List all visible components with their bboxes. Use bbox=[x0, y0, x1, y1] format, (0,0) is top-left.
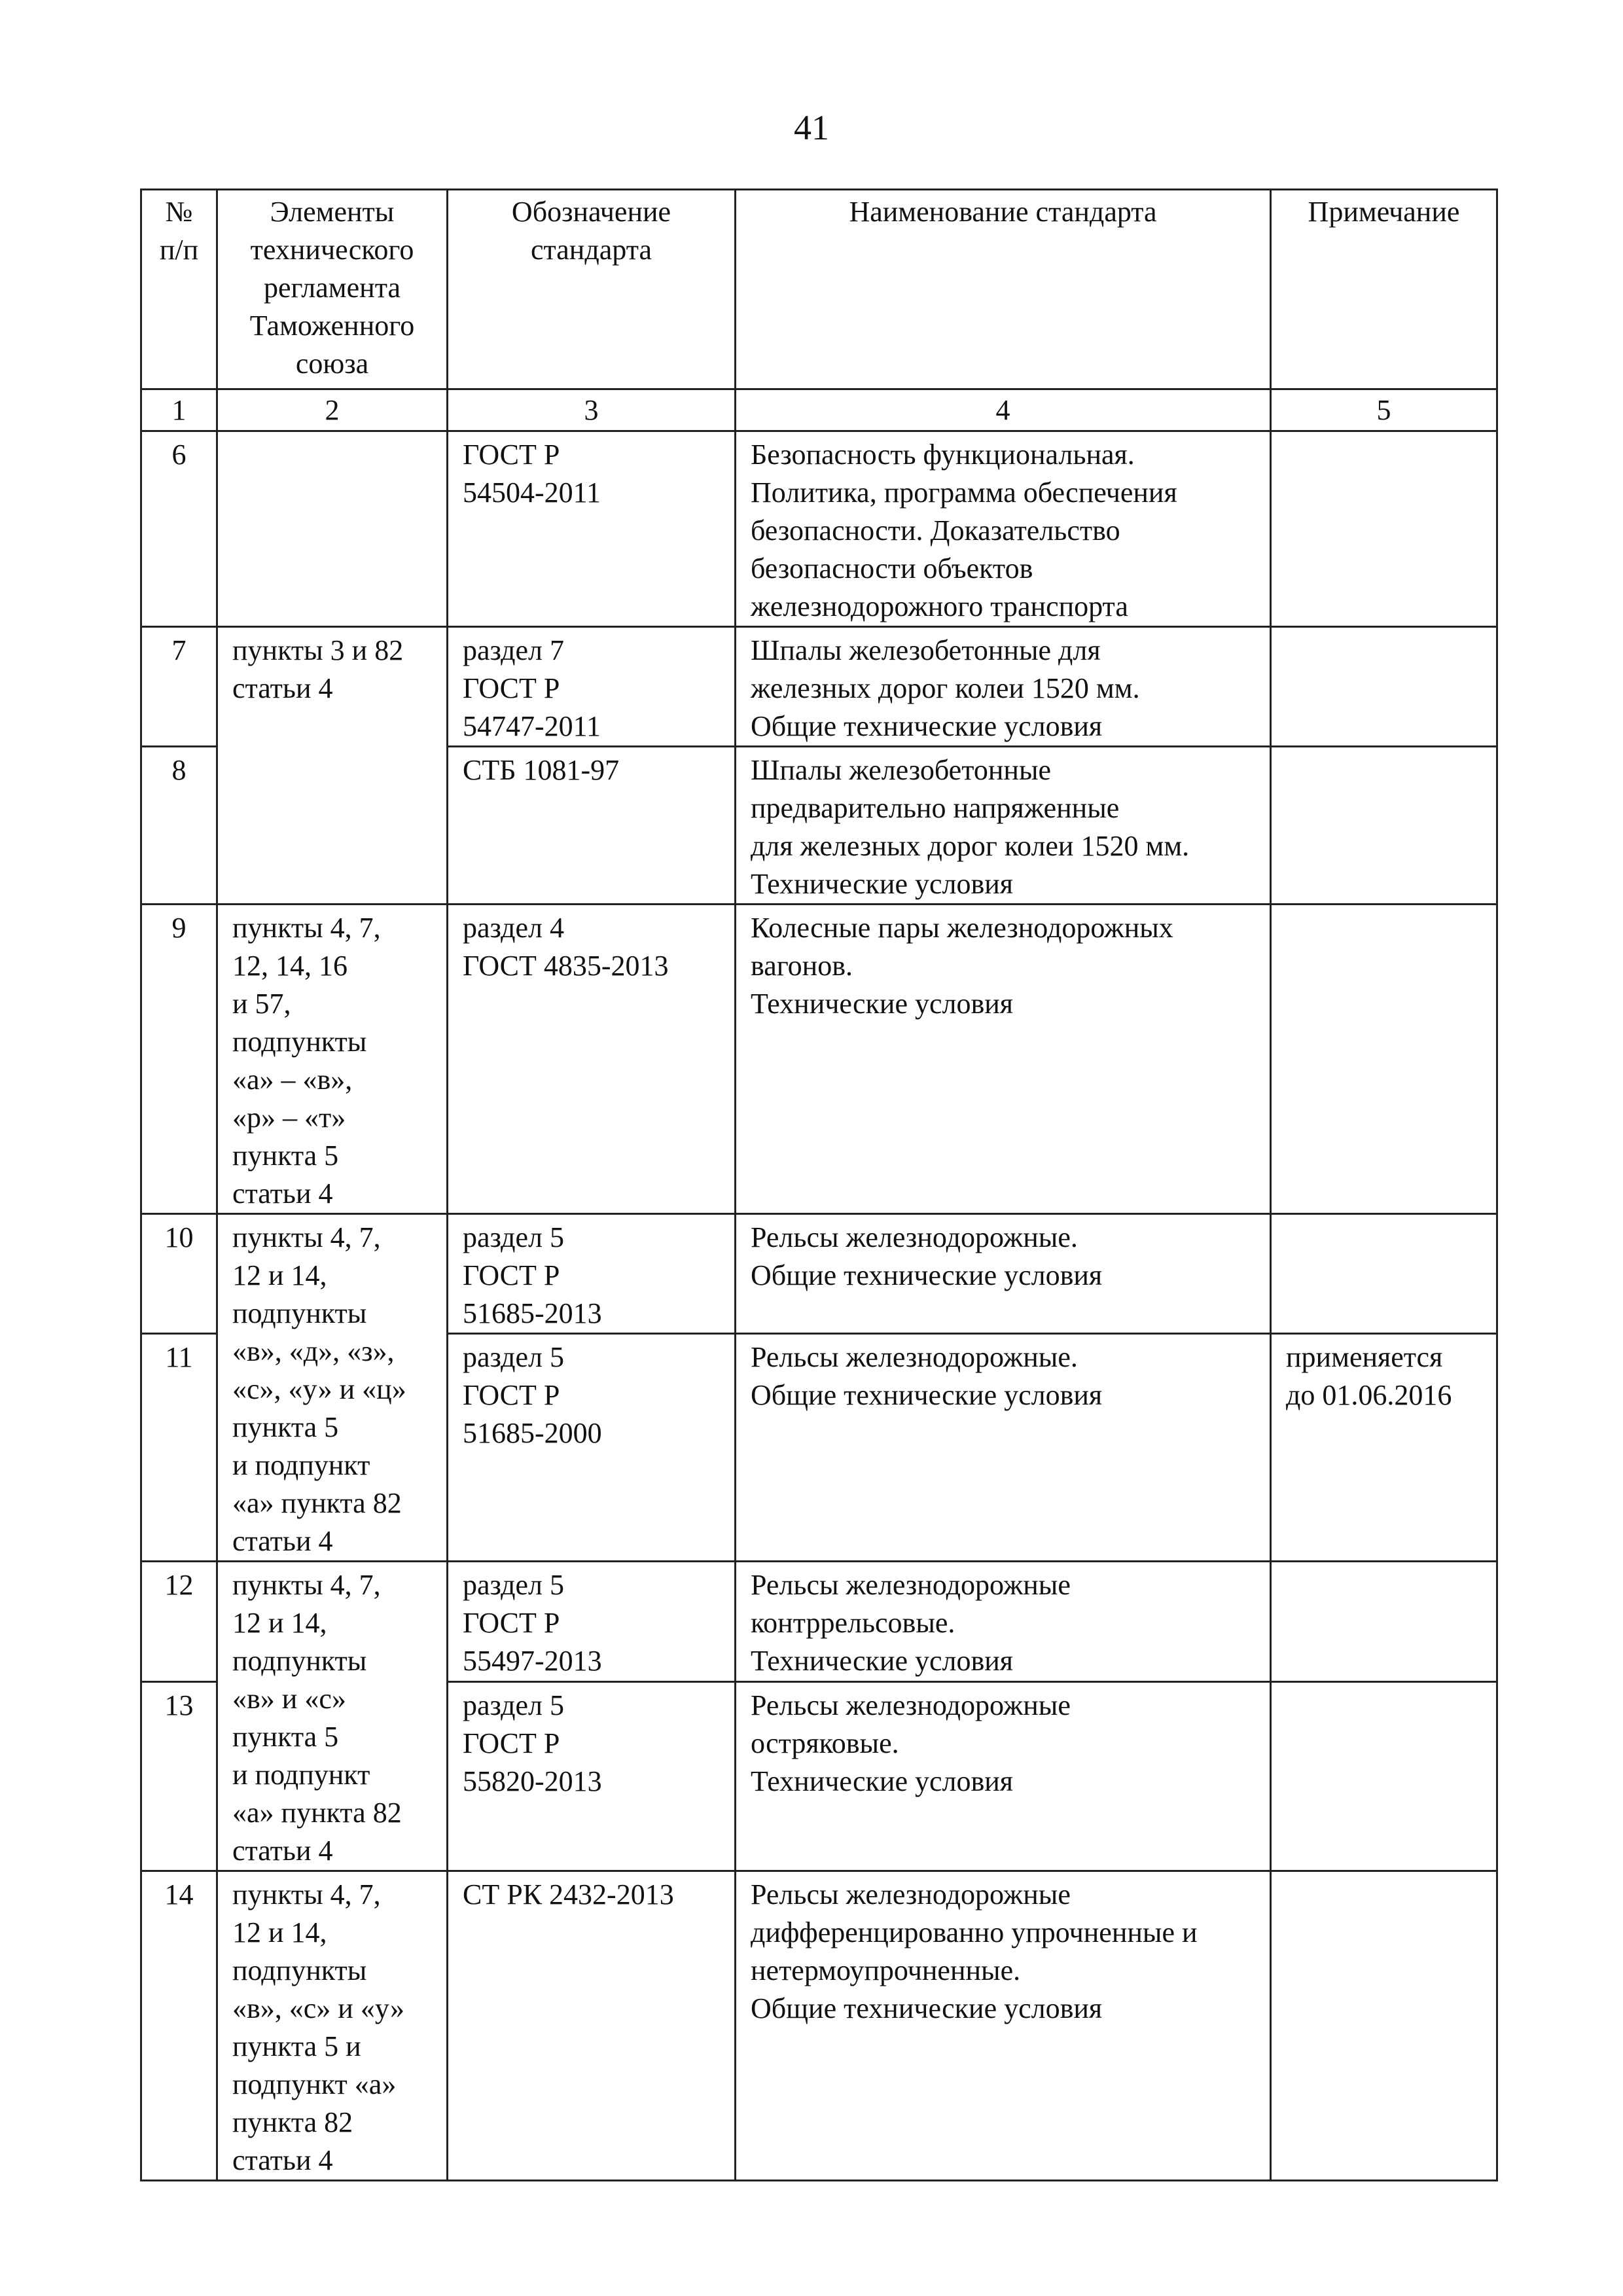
header-row bbox=[141, 190, 1497, 389]
row-designation: раздел 7 ГОСТ Р 54747-2011 bbox=[448, 627, 736, 747]
row-note bbox=[1271, 1214, 1497, 1334]
table-row bbox=[141, 1562, 1497, 1682]
row-number: 7 bbox=[141, 627, 217, 747]
row-elements: пункты 4, 7, 12 и 14, подпункты «в» и «с» пункта 5 и подпункт «а» пункта 82 статьи 4 bbox=[217, 1562, 448, 1871]
table-row bbox=[141, 1214, 1497, 1334]
row-designation: СТ РК 2432-2013 bbox=[448, 1871, 736, 2181]
row-note bbox=[1271, 627, 1497, 747]
row-standard-name: Безопасность функциональная. Политика, программа обеспечения безопасности. Доказательство безопасности объектов железнодорожного транспорта bbox=[736, 431, 1271, 627]
row-number: 10 bbox=[141, 1214, 217, 1334]
row-elements: пункты 4, 7, 12, 14, 16 и 57, подпункты «а» – «в», «р» – «т» пункта 5 статьи 4 bbox=[217, 905, 448, 1214]
row-designation: раздел 5 ГОСТ Р 51685-2013 bbox=[448, 1214, 736, 1334]
row-standard-name: Рельсы железнодорожные. Общие технические условия bbox=[736, 1334, 1271, 1562]
column-number: 1 bbox=[141, 389, 217, 431]
row-number: 13 bbox=[141, 1681, 217, 1871]
row-number: 9 bbox=[141, 905, 217, 1214]
row-number: 8 bbox=[141, 747, 217, 905]
row-note bbox=[1271, 1871, 1497, 2181]
row-standard-name: Колесные пары железнодорожных вагонов. Технические условия bbox=[736, 905, 1271, 1214]
row-designation: раздел 5 ГОСТ Р 55820-2013 bbox=[448, 1681, 736, 1871]
row-designation: раздел 5 ГОСТ Р 55497-2013 bbox=[448, 1562, 736, 1682]
header-designation: Обозначение стандарта bbox=[448, 190, 736, 389]
row-elements bbox=[217, 431, 448, 627]
row-note bbox=[1271, 905, 1497, 1214]
column-numbers-row bbox=[141, 389, 1497, 431]
column-number: 5 bbox=[1271, 389, 1497, 431]
row-designation: раздел 5 ГОСТ Р 51685-2000 bbox=[448, 1334, 736, 1562]
row-elements: пункты 3 и 82 статьи 4 bbox=[217, 627, 448, 905]
row-standard-name: Шпалы железобетонные для железных дорог колеи 1520 мм. Общие технические условия bbox=[736, 627, 1271, 747]
row-standard-name: Рельсы железнодорожные остряковые. Технические условия bbox=[736, 1681, 1271, 1871]
row-number: 14 bbox=[141, 1871, 217, 2181]
table-row bbox=[141, 431, 1497, 627]
row-note bbox=[1271, 747, 1497, 905]
row-number: 6 bbox=[141, 431, 217, 627]
row-note: применяется до 01.06.2016 bbox=[1271, 1334, 1497, 1562]
table-row bbox=[141, 627, 1497, 747]
column-number: 2 bbox=[217, 389, 448, 431]
column-number: 3 bbox=[448, 389, 736, 431]
table-row bbox=[141, 1871, 1497, 2181]
row-number: 11 bbox=[141, 1334, 217, 1562]
page-number: 41 bbox=[794, 108, 829, 147]
row-standard-name: Рельсы железнодорожные дифференцированно упрочненные и нетермоупрочненные. Общие технические условия bbox=[736, 1871, 1271, 2181]
header-standard-name: Наименование стандарта bbox=[736, 190, 1271, 389]
standards-table bbox=[140, 188, 1498, 2181]
row-standard-name: Шпалы железобетонные предварительно напряженные для железных дорог колеи 1520 мм. Технические условия bbox=[736, 747, 1271, 905]
table-row bbox=[141, 905, 1497, 1214]
row-note bbox=[1271, 1562, 1497, 1682]
header-elements: Элементы технического регламента Таможенного союза bbox=[217, 190, 448, 389]
row-note bbox=[1271, 431, 1497, 627]
column-number: 4 bbox=[736, 389, 1271, 431]
row-standard-name: Рельсы железнодорожные. Общие технические условия bbox=[736, 1214, 1271, 1334]
header-note: Примечание bbox=[1271, 190, 1497, 389]
row-elements: пункты 4, 7, 12 и 14, подпункты «в», «с» и «у» пункта 5 и подпункт «а» пункта 82 статьи 4 bbox=[217, 1871, 448, 2181]
row-number: 12 bbox=[141, 1562, 217, 1682]
row-designation: раздел 4 ГОСТ 4835-2013 bbox=[448, 905, 736, 1214]
row-elements: пункты 4, 7, 12 и 14, подпункты «в», «д», «з», «с», «у» и «ц» пункта 5 и подпункт «а» пункта 82 статьи 4 bbox=[217, 1214, 448, 1562]
row-designation: СТБ 1081-97 bbox=[448, 747, 736, 905]
row-standard-name: Рельсы железнодорожные контррельсовые. Технические условия bbox=[736, 1562, 1271, 1682]
row-note bbox=[1271, 1681, 1497, 1871]
row-designation: ГОСТ Р 54504-2011 bbox=[448, 431, 736, 627]
header-number: № п/п bbox=[141, 190, 217, 389]
